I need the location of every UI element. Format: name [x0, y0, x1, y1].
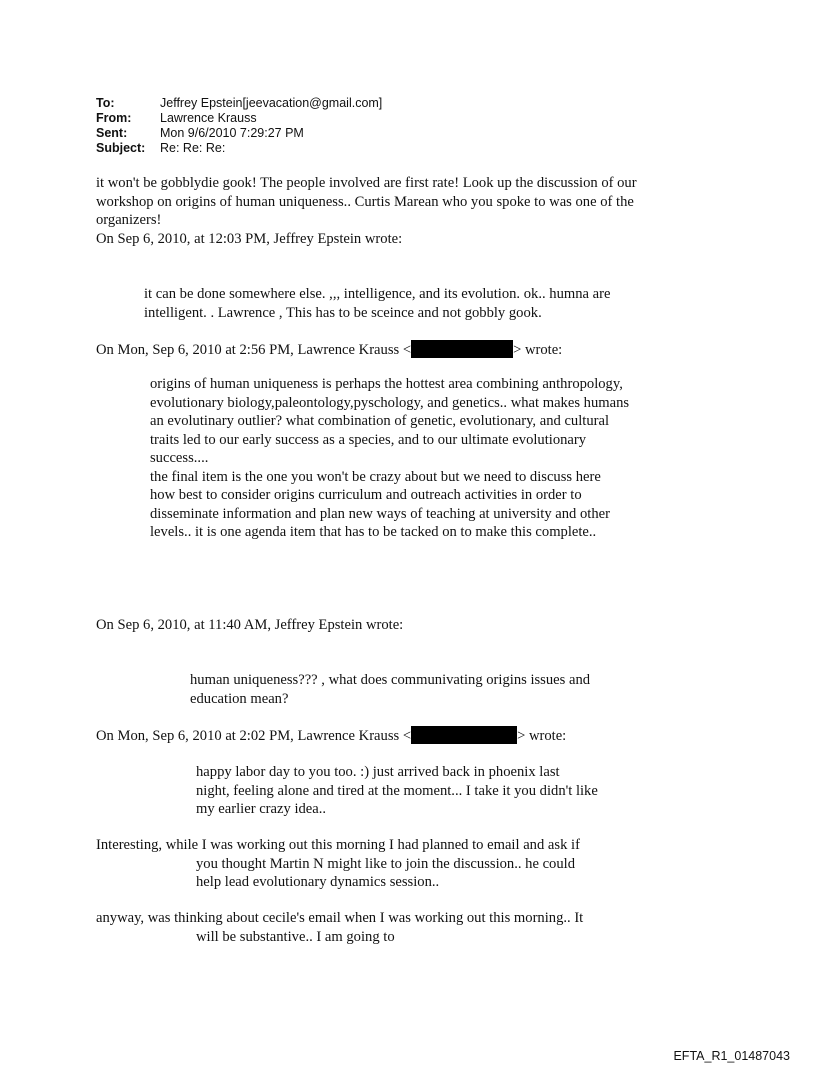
body-line: anyway, was thinking about cecile's email when I was working out this morning.. It [96, 910, 584, 926]
quoted-message-3 [190, 671, 590, 708]
body-line: it can be done somewhere else. ,,, intelligence, and its evolution. ok.. humna are [144, 286, 611, 302]
body-line: will be substantive.. I am going to [196, 928, 395, 945]
sent-value: Mon 9/6/2010 7:29:27 PM [160, 126, 304, 140]
to-row [96, 96, 382, 111]
body-line: origins of human uniqueness is perhaps the hottest area combining anthropology, [150, 376, 623, 392]
body-line: disseminate information and plan new ways of teaching at university and other [150, 505, 610, 522]
quoted-message-4 [196, 763, 598, 819]
subject-row [96, 141, 382, 156]
reply-paragraph [96, 174, 637, 248]
body-line: On Sep 6, 2010, at 12:03 PM, Jeffrey Epstein wrote: [96, 230, 403, 247]
body-line: you thought Martin N might like to join the discussion.. he could [196, 855, 576, 872]
quoted-message-2 [150, 375, 629, 542]
attribution-text: On Mon, Sep 6, 2010 at 2:56 PM, Lawrence Krauss < [96, 342, 412, 358]
body-line: Interesting, while I was working out this morning I had planned to email and ask if [96, 837, 580, 853]
paragraph-anyway [96, 909, 583, 946]
redaction-box [411, 340, 513, 358]
subject-label: Subject: [96, 141, 146, 155]
body-line: levels.. it is one agenda item that has to be tacked on to make this complete.. [150, 524, 597, 540]
redaction-box [411, 726, 517, 744]
attribution-text: > wrote: [517, 728, 567, 744]
sent-label: Sent: [96, 126, 128, 140]
attribution-line-1 [96, 340, 562, 360]
body-line: workshop on origins of human uniqueness.. Curtis Marean who you spoke to was one of the [96, 193, 634, 210]
from-row [96, 111, 382, 126]
body-line: evolutionary biology,paleontology,pyschology, and genetics.. what makes humans [150, 394, 630, 411]
to-label: To: [96, 96, 115, 110]
from-value: Lawrence Krauss [160, 111, 257, 125]
attribution-text: > wrote: [513, 342, 563, 358]
bates-number: EFTA_R1_01487043 [673, 1049, 790, 1063]
body-line: night, feeling alone and tired at the moment... I take it you didn't like [196, 782, 598, 799]
body-line: it won't be gobblydie gook! The people involved are first rate! Look up the discussion of our [96, 175, 637, 191]
to-value: Jeffrey Epstein[jeevacation@gmail.com] [160, 96, 383, 110]
body-line: how best to consider origins curriculum and outreach activities in order to [150, 487, 582, 503]
body-line: success.... [150, 450, 209, 466]
quoted-message-1 [144, 285, 610, 322]
attribution-text: On Sep 6, 2010, at 11:40 AM, Jeffrey Epstein wrote: [96, 617, 404, 633]
body-line: happy labor day to you too. :) just arrived back in phoenix last [196, 764, 560, 780]
attribution-line-3 [96, 726, 566, 746]
email-header [96, 96, 382, 156]
attribution-line-2 [96, 616, 403, 635]
body-line: organizers! [96, 212, 162, 228]
paragraph-interesting [96, 836, 580, 892]
attribution-text: On Mon, Sep 6, 2010 at 2:02 PM, Lawrence Krauss < [96, 728, 412, 744]
body-line: help lead evolutionary dynamics session.. [196, 874, 440, 890]
body-line: traits led to our early success as a species, and to our ultimate evolutionary [150, 431, 587, 448]
body-line: human uniqueness??? , what does communivating origins issues and [190, 672, 591, 688]
sent-row [96, 126, 382, 141]
body-line: the final item is the one you won't be crazy about but we need to discuss here [150, 468, 601, 485]
body-line: an evolutinary outlier? what combination of genetic, evolutionary, and cultural [150, 413, 610, 429]
from-label: From: [96, 111, 132, 125]
body-line: intelligent. . Lawrence , This has to be sceince and not gobbly gook. [144, 304, 542, 321]
subject-value: Re: Re: Re: [160, 141, 226, 155]
body-line: my earlier crazy idea.. [196, 801, 327, 817]
body-line: education mean? [190, 690, 289, 707]
